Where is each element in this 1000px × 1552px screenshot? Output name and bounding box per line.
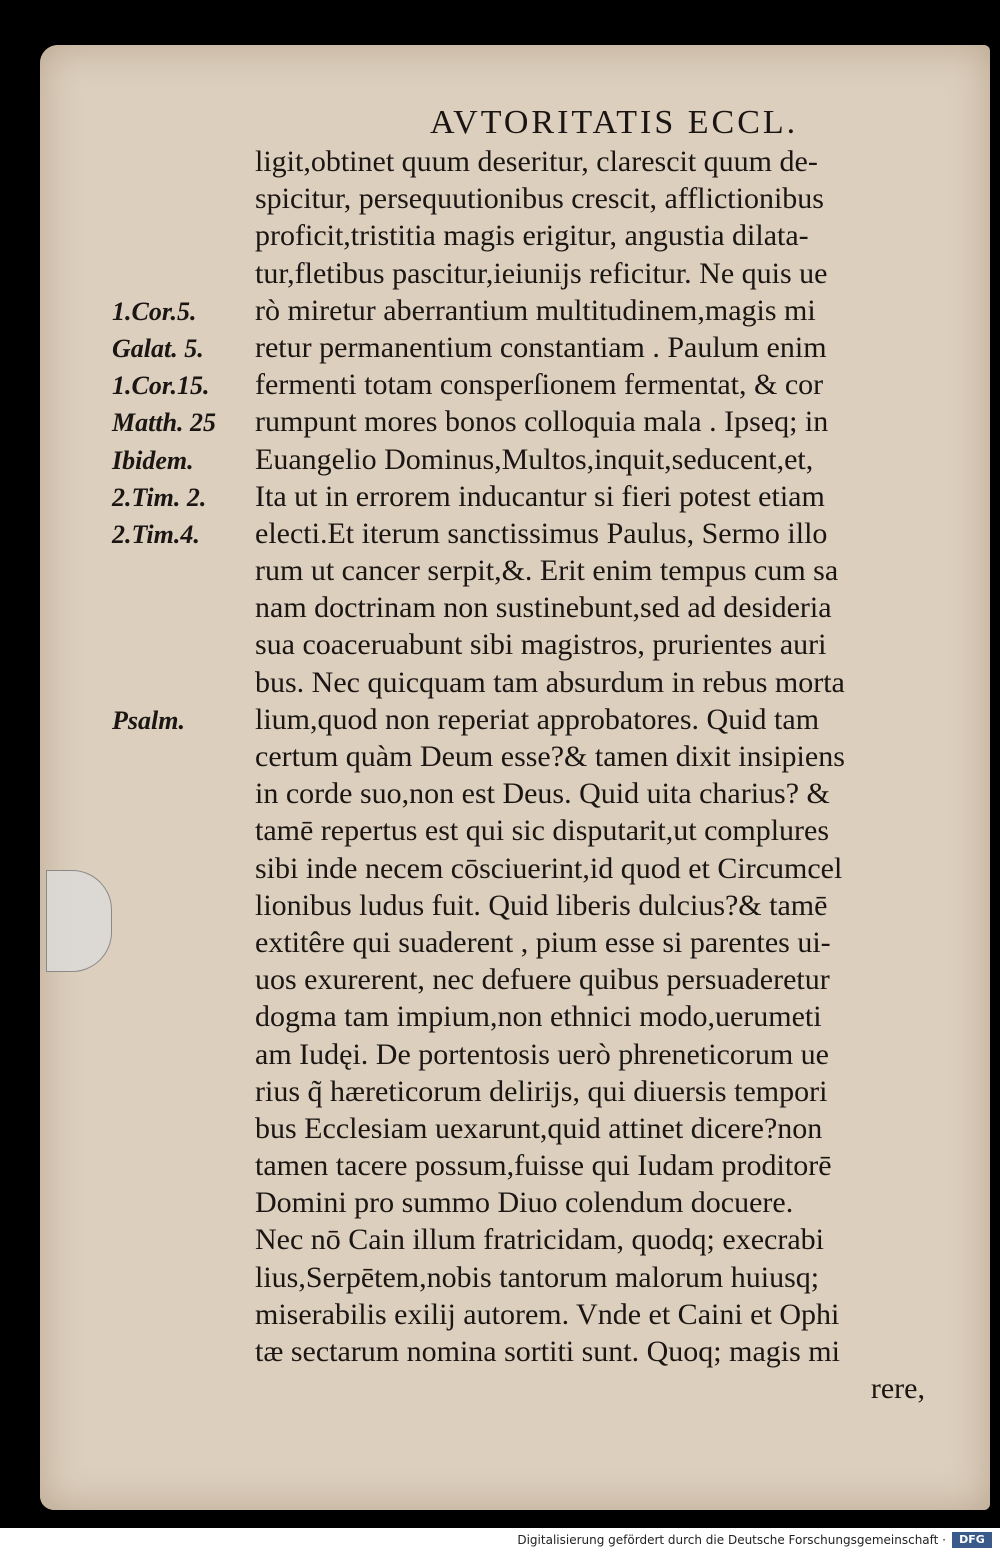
text-line: lium,quod non reperiat approbatores. Quid tam xyxy=(255,702,820,736)
text-line: lionibus ludus fuit. Quid liberis dulcius?& tamē xyxy=(255,888,828,922)
text-line: rum ut cancer serpit,&. Erit enim tempus cum sa xyxy=(255,554,839,588)
text-line: rius q̃ hæreticorum delirijs, qui diuersis tempori xyxy=(255,1074,828,1108)
footer-text: Digitalisierung gefördert durch die Deutsche Forschungsgemeinschaft · xyxy=(517,1533,946,1547)
margin-note: 2.Tim. 2. xyxy=(112,482,207,512)
page-clip-tab xyxy=(46,870,112,972)
text-line: am Iudęi. De portentosis uerò phreneticorum ue xyxy=(255,1037,829,1071)
margin-note: 2.Tim.4. xyxy=(112,520,200,549)
text-line: rò miretur aberrantium multitudinem,magis mi xyxy=(255,293,816,327)
catchword: rere, xyxy=(870,1372,925,1406)
footer-bar xyxy=(0,1528,1000,1552)
text-line: bus. Nec quicquam tam absurdum in rebus morta xyxy=(255,665,845,699)
text-line: bus Ecclesiam uexarunt,quid attinet dicere?non xyxy=(255,1111,823,1145)
text-line: miserabilis exilij autorem. Vnde et Caini et Ophi xyxy=(255,1297,840,1331)
text-line: Euangelio Dominus,Multos,inquit,seducent,et, xyxy=(255,442,814,476)
text-line: sibi inde necem cōsciuerint,id quod et Circumcel xyxy=(255,851,843,885)
text-line: certum quàm Deum esse?& tamen dixit insipiens xyxy=(255,740,845,773)
text-line: tamen tacere possum,fuisse qui Iudam proditorē xyxy=(255,1149,832,1183)
text-line: spicitur, persequutionibus crescit, afflictionibus xyxy=(255,182,824,216)
text-line: ligit,obtinet quum deseritur, clarescit quum de- xyxy=(255,145,818,178)
margin-note: Psalm. xyxy=(112,706,185,735)
text-line: fermenti totam consperſionem fermentat, & cor xyxy=(255,368,824,402)
text-line: sua coaceruabunt sibi magistros, prurientes auri xyxy=(255,628,827,662)
margin-note: Ibidem. xyxy=(112,445,194,475)
margin-note: Matth. 25 xyxy=(112,408,217,438)
margin-note: Galat. 5. xyxy=(112,334,204,363)
text-line: tamē repertus est qui sic disputarit,ut complures xyxy=(255,814,830,848)
text-line: tur,fletibus pascitur,ieiunijs reficitur. Ne quis ue xyxy=(255,256,828,290)
text-line: extitêre qui suaderent , pium esse si parentes ui- xyxy=(255,925,831,959)
text-line: electi.Et iterum sanctissimus Paulus, Sermo illo xyxy=(255,516,828,550)
text-line: in corde suo,non est Deus. Quid uita charius? & xyxy=(255,777,830,811)
body-text xyxy=(255,143,925,1407)
dfg-logo: DFG xyxy=(952,1532,992,1548)
text-line: tæ sectarum nomina sortiti sunt. Quoq; magis mi xyxy=(255,1335,840,1368)
text-line: retur permanentium constantiam . Paulum enim xyxy=(255,330,827,364)
text-line: lius,Serpētem,nobis tantorum malorum huiusq; xyxy=(255,1260,820,1294)
margin-note: 1.Cor.15. xyxy=(112,371,210,401)
running-header: AVTORITATIS ECCL. xyxy=(430,104,799,141)
text-line: Ita ut in errorem inducantur si fieri potest etiam xyxy=(255,479,825,513)
text-line: proficit,tristitia magis erigitur, angustia dilata- xyxy=(255,219,809,253)
text-line: Nec nō Cain illum fratricidam, quodq; execrabi xyxy=(255,1223,824,1257)
text-line: Domini pro summo Diuo colendum docuere. xyxy=(255,1186,794,1220)
text-line: uos exurerent, nec defuere quibus persuaderetur xyxy=(255,963,830,997)
text-line: rumpunt mores bonos colloquia mala . Ipseq; in xyxy=(255,405,829,439)
margin-note: 1.Cor.5. xyxy=(112,296,197,326)
text-line: dogma tam impium,non ethnici modo,uerumeti xyxy=(255,1000,822,1034)
text-line: nam doctrinam non sustinebunt,sed ad desideria xyxy=(255,591,832,625)
